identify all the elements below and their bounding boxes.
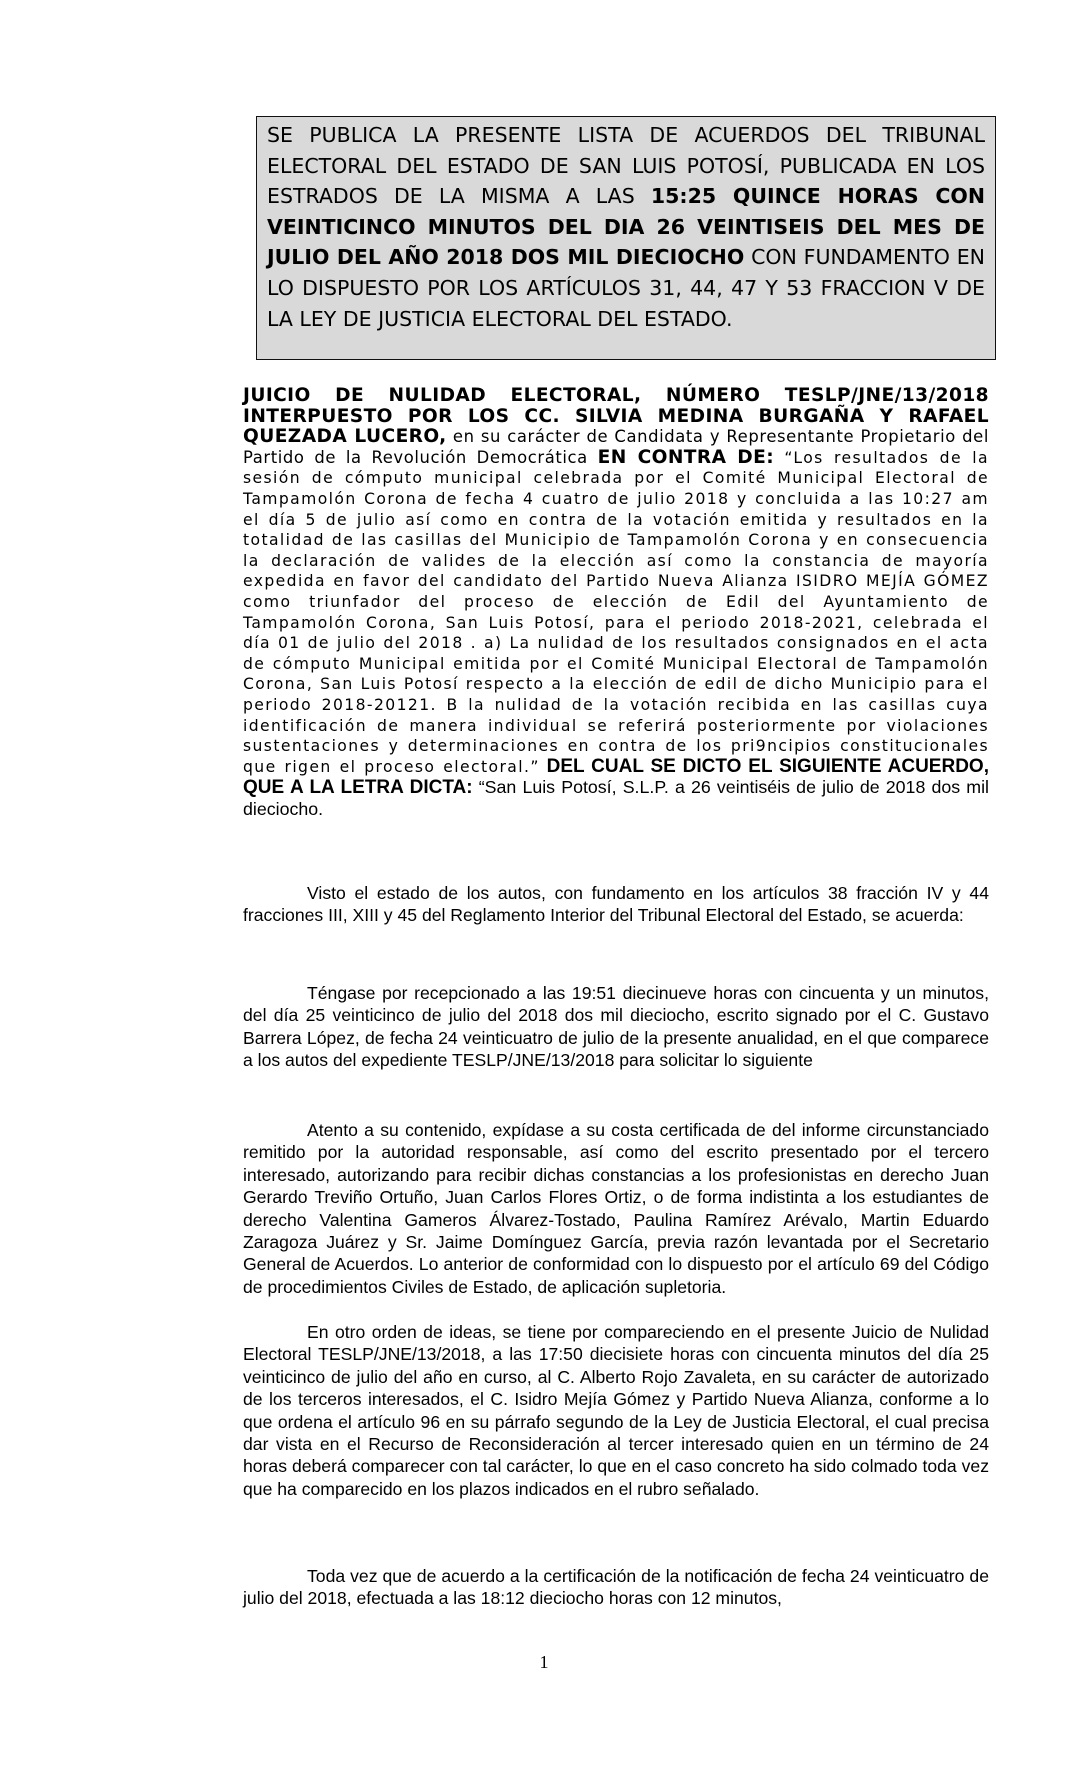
case-heading: JUICIO DE NULIDAD ELECTORAL, NÚMERO TESLP/JNE/13/2018 INTERPUESTO POR LOS CC. SILVIA MEDINA BURGAÑA Y RAFAEL QUEZADA LUCERO, xyxy=(243,385,989,448)
paragraph-third-party: En otro orden de ideas, se tiene por compareciendo en el presente Juicio de Nulidad Electoral TESLP/JNE/13/2018, a las 17:50 diecisiete horas con cincuenta minutos del día 25 veinticinco de julio del año en curso, al C. Alberto Rojo Zavaleta, en su carácter de autorizado de los terceros interesados, el C. Isidro Mejía Gómez y Partido Nueva Alianza, conforme a lo que ordena el artículo 96 en su párrafo segundo de la Ley de Justicia Electoral, el cual precisa dar vista en el Recurso de Reconsideración al tercer interesado quien en un término de 24 horas deberá comparecer con tal carácter, lo que en el caso concreto ha sido colmado toda vez que ha comparecido en los plazos indicados en el rubro señalado. xyxy=(243,1322,989,1499)
notice-text-legal-basis: CON FUNDAMENTO EN LO DISPUESTO POR LOS ARTÍCULOS 31, 44, 47 Y 53 FRACCION V DE LA LEY DE JUSTICIA ELECTORAL DEL ESTADO. xyxy=(267,245,985,331)
paragraph-considerations: Visto el estado de los autos, con fundamento en los artículos 38 fracción IV y 44 fracciones III, XIII y 45 del Reglamento Interior del Tribunal Electoral del Estado, se acuerda: xyxy=(243,883,989,926)
case-against-label: EN CONTRA DE: xyxy=(597,446,775,468)
notice-text-intro: SE PUBLICA LA PRESENTE LISTA DE ACUERDOS DEL TRIBUNAL ELECTORAL DEL ESTADO DE SAN LUIS POTOSÍ, PUBLICADA EN LOS ESTRADOS DE LA MISMA A LAS xyxy=(267,123,985,209)
notice-text-datetime: 15:25 QUINCE HORAS CON VEINTICINCO MINUTOS DEL DIA 26 VEINTISEIS DEL MES DE JULIO DEL AÑO 2018 DOS MIL DIECIOCHO xyxy=(267,184,985,270)
page-number: 1 xyxy=(539,1652,549,1672)
case-caption xyxy=(243,386,989,820)
paragraph-certified-copy: Atento a su contenido, expídase a su costa certificada de del informe circunstanciado remitido por la autoridad responsable, así como del escrito presentado por el tercero interesado, autorizando para recibir dichas constancias a los profesionistas en derecho Juan Gerardo Treviño Ortuño, Juan Carlos Flores Ortiz, o de forma indistinta a los estudiantes de derecho Valentina Gameros Álvarez-Tostado, Paulina Ramírez Arévalo, Martin Eduardo Zaragoza Juárez y Sr. Jaime Domínguez García, previa razón levantada por el Secretario General de Acuerdos. Lo anterior de conformidad con lo dispuesto por el artículo 69 del Código de procedimientos Civiles de Estado, de aplicación supletoria. xyxy=(243,1120,989,1297)
paragraph-notification: Toda vez que de acuerdo a la certificación de la notificación de fecha 24 veinticuatro de julio del 2018, efectuada a las 18:12 dieciocho horas con 12 minutos, xyxy=(243,1566,989,1609)
paragraph-receipt: Téngase por recepcionado a las 19:51 diecinueve horas con cincuenta y un minutos, del día 25 veinticinco de julio del 2018 dos mil dieciocho, escrito signado por el C. Gustavo Barrera López, de fecha 24 veinticuatro de julio de la presente anualidad, en el que comparece a los autos del expediente TESLP/JNE/13/2018 para solicitar lo siguiente xyxy=(243,983,989,1071)
case-decree-intro: DEL CUAL SE DICTO EL SIGUIENTE ACUERDO, QUE A LA LETRA DICTA: xyxy=(243,755,989,799)
case-parties-role: en su carácter de Candidata y Representante Propietario del Partido de la Revolución Democrática xyxy=(243,427,989,467)
case-challenged-acts: “Los resultados de la sesión de cómputo municipal celebrada por el Comité Municipal Electoral de Tampamolón Corona de fecha 4 cuatro de julio 2018 y concluida a las 10:27 am el día 5 de julio así como en contra de la votación emitida y resultados en la totalidad de las casillas del Municipio de Tampamolón Corona y en consecuencia la declaración de valides de la elección así como la constancia de mayoría expedida en favor del candidato del Partido Nueva Alianza ISIDRO MEJÍA GÓMEZ como triunfador del proceso de elección de Edil del Ayuntamiento de Tampamolón Corona, San Luis Potosí, para el periodo 2018-2021, celebrada el día 01 de julio del 2018 . a) La nulidad de los resultados consignados en el acta de cómputo Municipal emitida por el Comité Municipal Electoral de Tampamolón Corona, San Luis Potosí respecto a la elección de edil de dicho Municipio para el periodo 2018-20121. B la nulidad de la votación recibida en las casillas cuya identificación de manera individual se referirá posteriormente por violaciones sustentaciones y determinaciones en contra de los pri9ncipios constitucionales que rigen el proceso electoral.” xyxy=(243,448,989,776)
publication-notice-box xyxy=(256,116,996,360)
case-date-line: “San Luis Potosí, S.L.P. a 26 veintiséis de julio de 2018 dos mil dieciocho. xyxy=(243,777,989,819)
